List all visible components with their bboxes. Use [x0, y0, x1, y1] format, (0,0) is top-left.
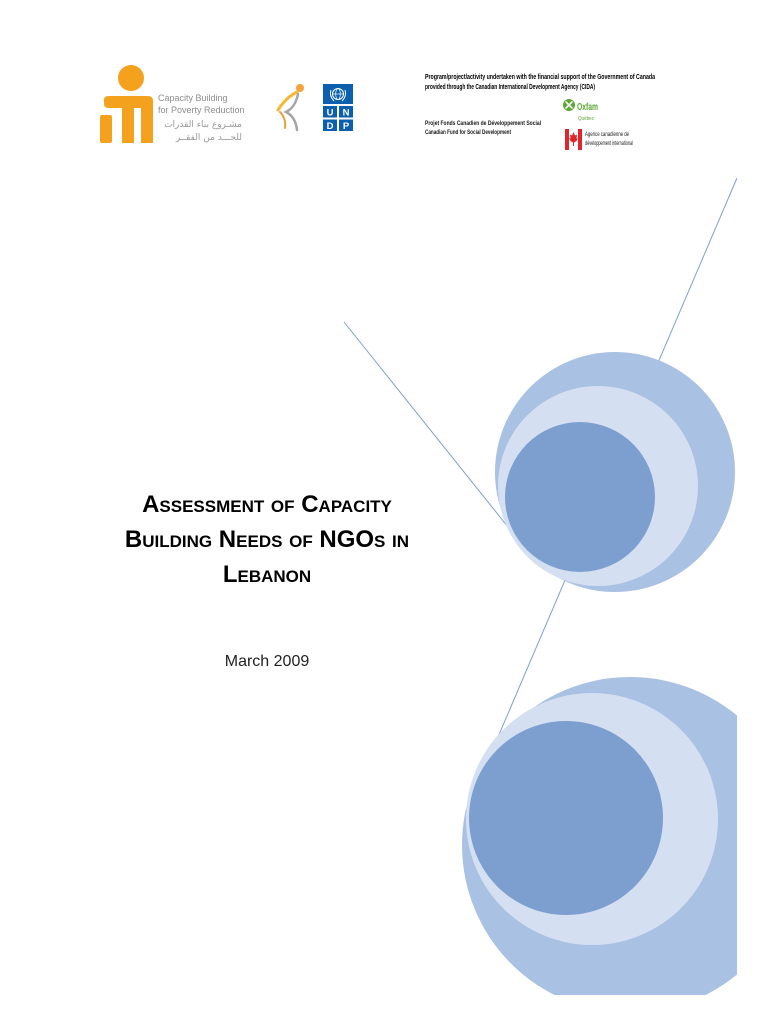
fund-name-line-1: Projet Fonds Canadien de Développement Social: [425, 120, 542, 127]
canada-flag-icon: [565, 129, 582, 150]
cida-logo: [565, 129, 633, 150]
cbpr-name-en-1: Capacity Building: [158, 93, 228, 103]
document-title-line-3: Lebanon: [222, 561, 312, 588]
cbpr-name-ar-1: مشـروع بناء القدرات: [164, 120, 242, 130]
undp-letter-d: D: [326, 121, 334, 132]
undp-letter-p: P: [342, 121, 350, 132]
upper-inner-circle: [505, 422, 655, 572]
un-emblem-icon: [323, 84, 353, 104]
cida-name-line-2: développement international: [585, 141, 633, 147]
oxfam-logo: [563, 99, 598, 122]
figure-foot: [100, 115, 112, 143]
cbpr-logo: [98, 65, 246, 147]
cida-support-notice-line-1: Program/project/activity undertaken with the financial support of the Government of Canada: [425, 72, 656, 81]
document-title-line-2: Building Needs of NGOs in: [124, 526, 410, 553]
undp-letter-u: U: [326, 107, 334, 119]
cbpr-name-ar-2: للحـــد من الفقــر: [175, 133, 242, 143]
document-title-line-1: Assessment of Capacity: [142, 491, 392, 518]
document-date: March 2009: [224, 653, 310, 670]
cbpr-logo-text: [158, 92, 245, 145]
partner-figure-leg: [280, 112, 285, 128]
cida-name-line-1: Agence canadienne de: [585, 132, 630, 138]
fund-name-line-2: Canadian Fund for Social Development: [425, 129, 512, 136]
lower-inner-circle: [469, 721, 663, 915]
figure-head: [118, 65, 144, 91]
oxfam-subtitle: Québec: [578, 116, 595, 122]
document-title: [117, 487, 417, 592]
cida-support-notice-line-2: provided through the Canadian International Development Agency (CIDA): [425, 82, 596, 91]
oxfam-name: Oxfam: [577, 102, 599, 113]
stylized-figure-icon: [273, 82, 313, 132]
cbpr-name-en-2: for Poverty Reduction: [158, 105, 245, 115]
funding-credits-block: [420, 70, 665, 158]
person-figure-icon: [98, 65, 156, 147]
undp-letter-n: N: [342, 107, 350, 119]
undp-logo: [323, 84, 353, 131]
partner-figure-arm: [278, 92, 297, 110]
